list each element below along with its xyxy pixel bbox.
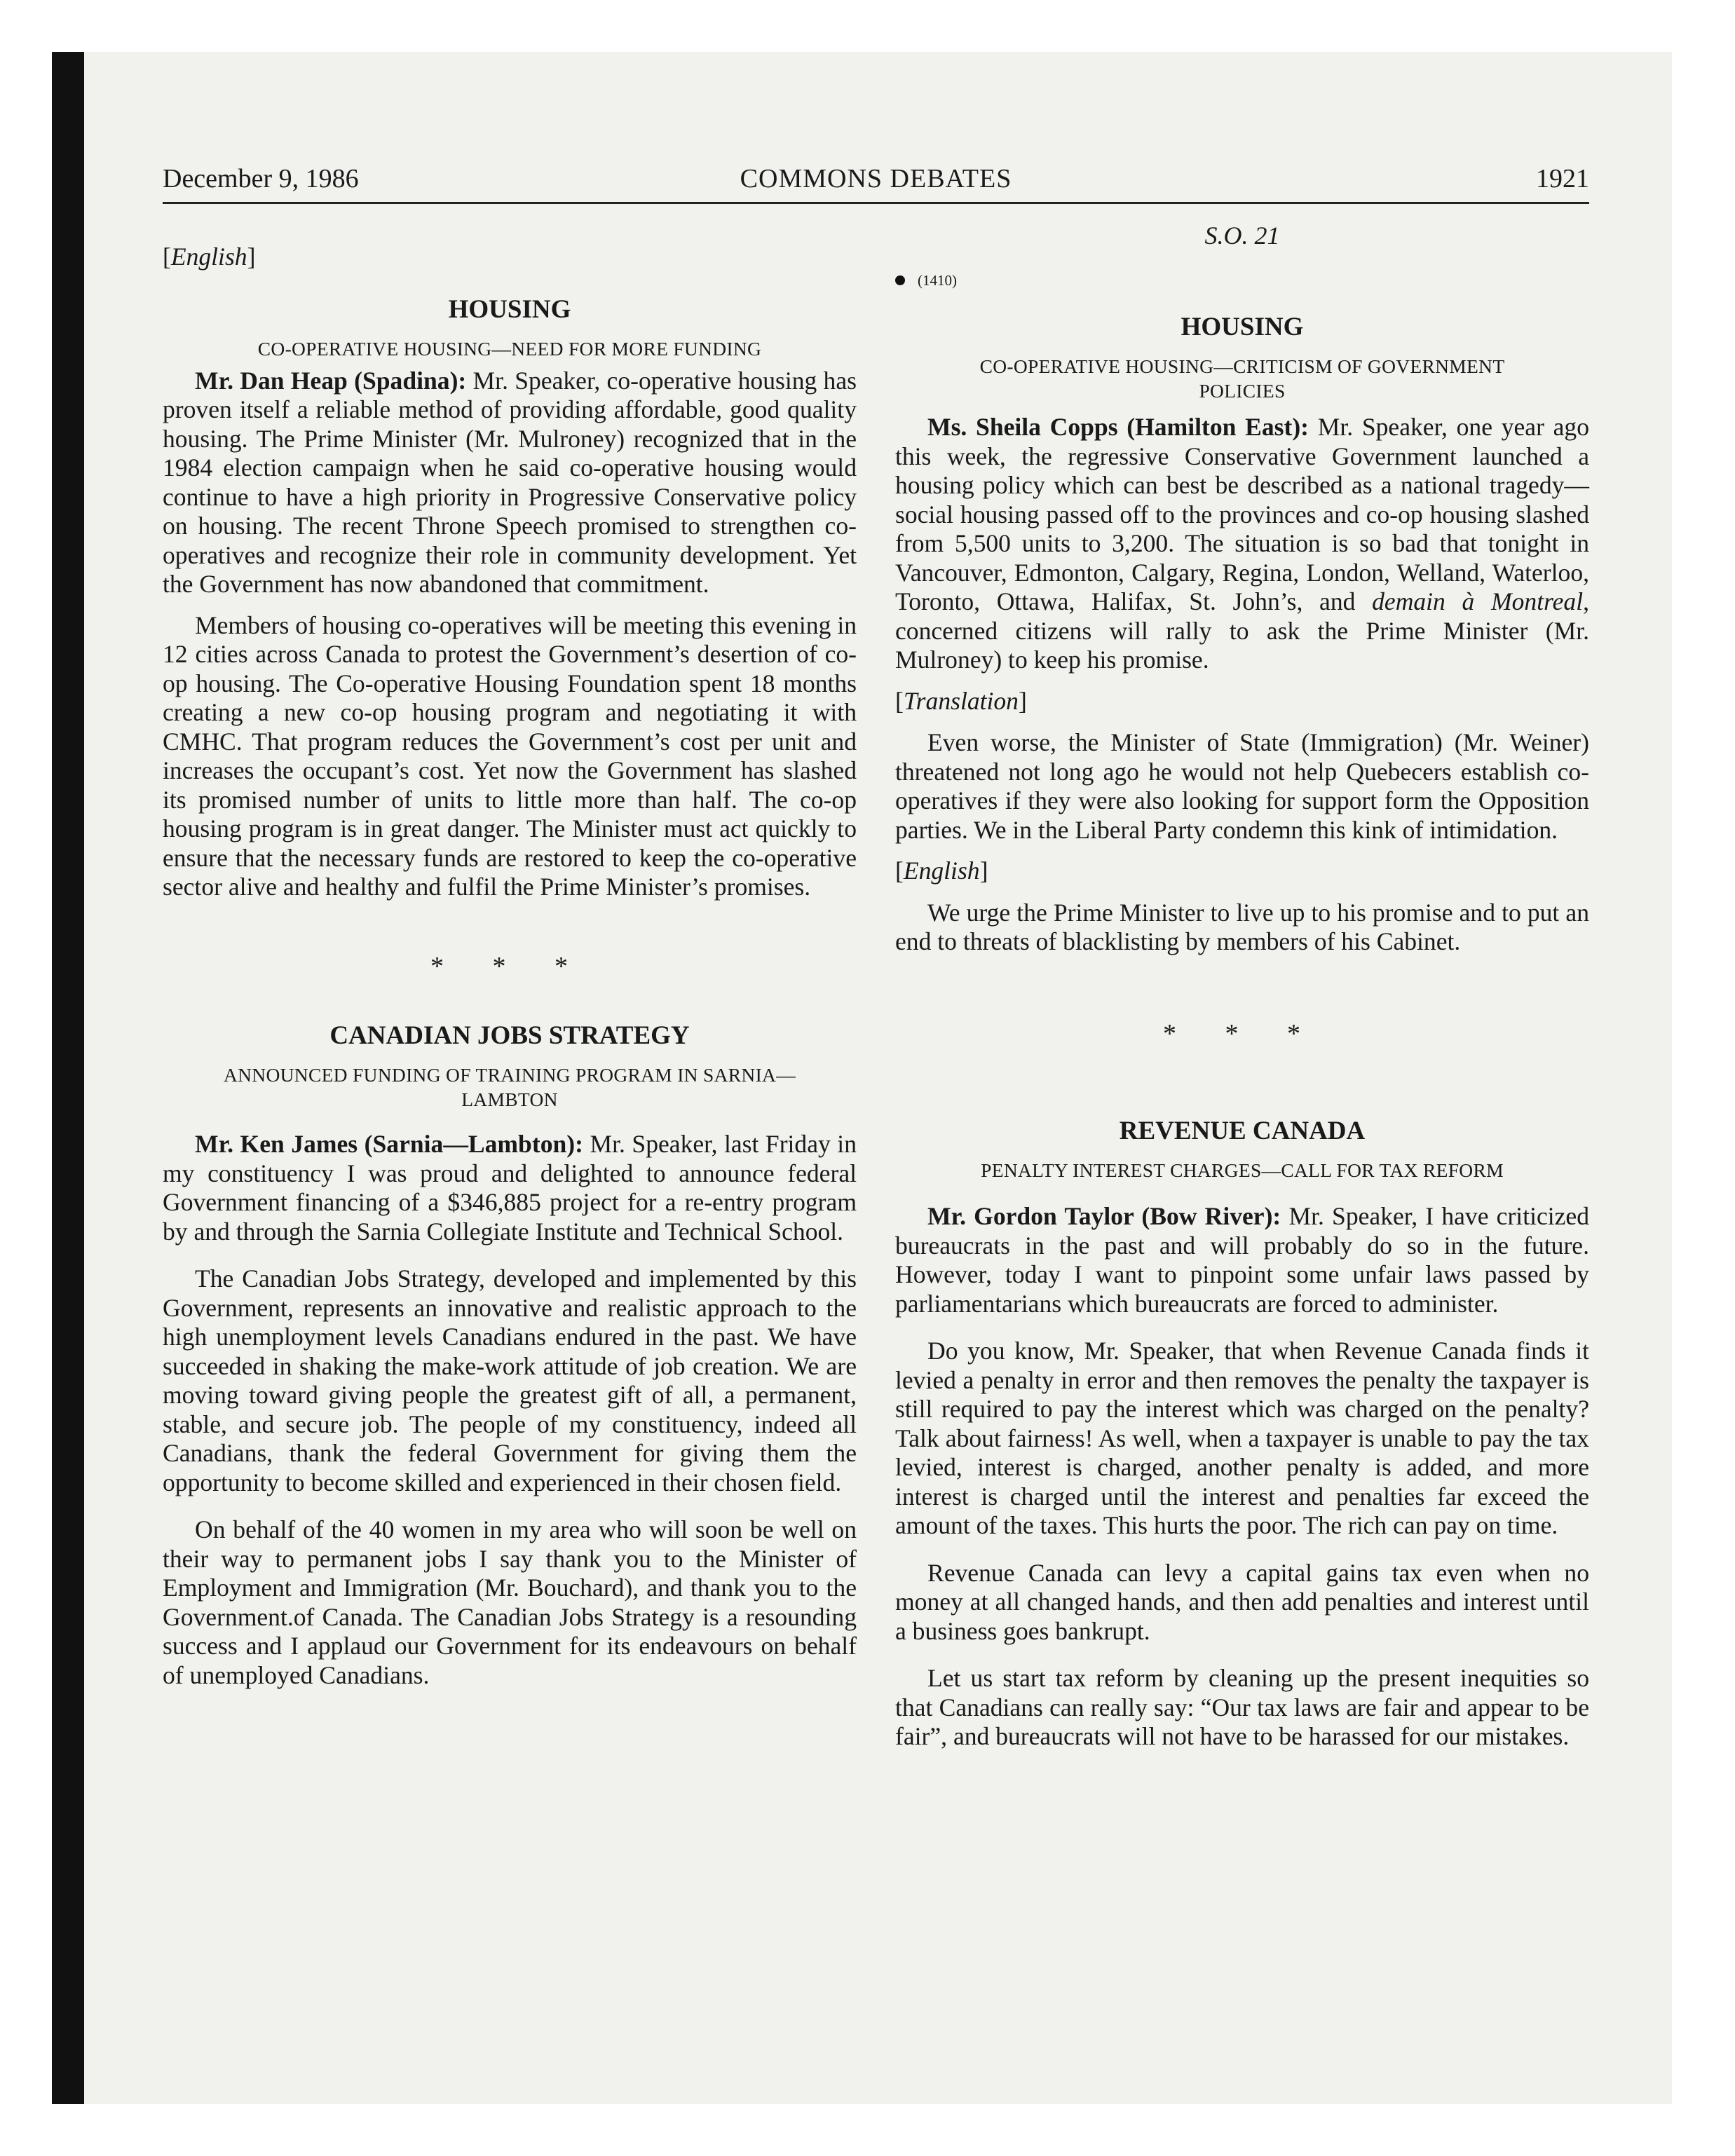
page-number: 1921 — [1536, 164, 1589, 193]
speaker-name: Mr. Gordon Taylor (Bow River): — [927, 1202, 1281, 1230]
paragraph: On behalf of the 40 women in my area who will soon be well on their way to permanent jobs I say thank you to the Minister of Employment and Immigration (Mr. Bouchard), and thank you to the Government.of Canada. The Canadian Jobs Strategy is a resounding success and I applaud our Government for its endeavours on behalf of unemployed Canadians. — [163, 1515, 857, 1689]
speaker-name: Mr. Dan Heap (Spadina): — [195, 366, 467, 395]
speaker-name: Ms. Sheila Copps (Hamilton East): — [927, 413, 1309, 441]
language-tag: [English] — [895, 857, 988, 885]
paragraph: The Canadian Jobs Strategy, developed and implemented by this Government, represents an innovative and realistic approach to the high unemployment levels Canadians endured in the past. We have succeeded in shaking the make-work attitude of job creation. We are moving toward giving people the greatest gift of all, a permanent, stable, and secure job. The people of my constituency, indeed all Canadians, thank the federal Government for giving them the opportunity to become skilled and experienced in their chosen field. — [163, 1264, 857, 1496]
paragraph: Mr. Ken James (Sarnia—Lambton): Mr. Speaker, last Friday in my constituency I was proud and delighted to announce federal Government financing of a $346,885 project for a re-entry program by and through the Sarnia Collegiate Institute and Technical School. — [163, 1130, 857, 1246]
section-heading-revenue: REVENUE CANADA — [1119, 1117, 1366, 1145]
paragraph: Revenue Canada can levy a capital gains tax even when no money at all changed hands, and then add penalties and interest until a business goes bankrupt. — [895, 1558, 1589, 1645]
speaker-name: Mr. Ken James (Sarnia—Lambton): — [195, 1130, 583, 1158]
paragraph: Let us start tax reform by cleaning up the present inequities so that Canadians can really say: “Our tax laws are fair and appear to be fair”, and bureaucrats will not have to be harassed for our mistakes. — [895, 1664, 1589, 1750]
scan-edge — [52, 52, 84, 2104]
header-date: December 9, 1986 — [163, 164, 359, 193]
left-column — [163, 219, 857, 1702]
paragraph: Do you know, Mr. Speaker, that when Revenue Canada finds it levied a penalty in error and then removes the penalty the taxpayer is still required to pay the interest which was charged on the penalty? Talk about fairness! As well, when a taxpayer is unable to pay the tax levied, interest is charged, another penalty is added, and more interest is charged until the interest and penalties far exceed the amount of the taxes. This hurts the poor. The rich can pay on time. — [895, 1337, 1589, 1539]
running-header — [163, 158, 1589, 204]
paragraph: Mr. Dan Heap (Spadina): Mr. Speaker, co-operative housing has proven itself a reliable method of providing affordable, good quality housing. The Prime Minister (Mr. Mulroney) recognized that in the 1984 election campaign when he said co-operative housing would continue to have a high priority in Progressive Conservative policy on housing. The recent Throne Speech promised to strengthen co-operatives and recognize their role in community development. Yet the Government has now abandoned that commitment. — [163, 366, 857, 598]
section-heading-housing: HOUSING — [1181, 313, 1304, 341]
standing-order-label: S.O. 21 — [1204, 221, 1280, 250]
section-heading-jobs: CANADIAN JOBS STRATEGY — [329, 1021, 690, 1050]
section-subheading: CO-OPERATIVE HOUSING—NEED FOR MORE FUNDING — [257, 337, 762, 360]
paragraph: Members of housing co-operatives will be meeting this evening in 12 cities across Canada to protest the Government’s desertion of co-op housing. The Co-operative Housing Foundation spent 18 months creating a new co-op housing program and negotiating it with CMHC. That program reduces the Government’s cost per unit and increases the occupant’s cost. Yet now the Government has slashed its promised number of units to little more than half. The co-op housing program is in great danger. The Minister must act quickly to ensure that the necessary funds are restored to keep the co-operative sector alive and healthy and fulfil the Prime Minister’s promises. — [163, 610, 857, 901]
language-tag: [Translation] — [895, 686, 1027, 715]
paragraph: Ms. Sheila Copps (Hamilton East): Mr. Speaker, one year ago this week, the regressive Conservative Government launched a housing policy which can best be described as a national tragedy—social housing passed off to the provinces and co-op housing slashed from 5,500 units to 3,200. The situation is so bad that tonight in Vancouver, Edmonton, Calgary, Regina, London, Welland, Waterloo, Toronto, Ottawa, Halifax, St. John’s, and demain à Montreal, concerned citizens will rally to ask the Prime Minister (Mr. Mulroney) to keep his promise. — [895, 413, 1589, 674]
section-separator: * * * — [1163, 1018, 1321, 1049]
time-marker: (1410) — [895, 266, 1589, 296]
bullet-icon — [895, 275, 905, 285]
document-page — [163, 158, 1590, 1750]
paragraph: Even worse, the Minister of State (Immigration) (Mr. Weiner) threatened not long ago he would not help Quebecers establish co-operatives if they were also looking for support form the Opposition parties. We in the Liberal Party condemn this kink of intimidation. — [895, 728, 1589, 844]
right-column — [895, 219, 1589, 1763]
section-subheading: ANNOUNCED FUNDING OF TRAINING PROGRAM IN SARNIA—LAMBTON — [223, 1064, 796, 1110]
paragraph: Mr. Gordon Taylor (Bow River): Mr. Speaker, I have criticized bureaucrats in the past and will probably do so in the future. However, today I want to pinpoint some unfair laws passed by parliamentarians which bureaucrats are forced to administer. — [895, 1202, 1590, 1318]
section-heading-housing: HOUSING — [448, 294, 571, 324]
section-subheading: CO-OPERATIVE HOUSING—CRITICISM OF GOVERNMENT POLICIES — [979, 355, 1505, 402]
language-tag: [English] — [163, 243, 256, 271]
paragraph: We urge the Prime Minister to live up to his promise and to put an end to threats of blacklisting by members of his Cabinet. — [895, 898, 1589, 955]
section-subheading: PENALTY INTEREST CHARGES—CALL FOR TAX REFORM — [981, 1159, 1504, 1181]
header-title: COMMONS DEBATES — [740, 164, 1012, 193]
section-separator: * * * — [430, 951, 589, 981]
